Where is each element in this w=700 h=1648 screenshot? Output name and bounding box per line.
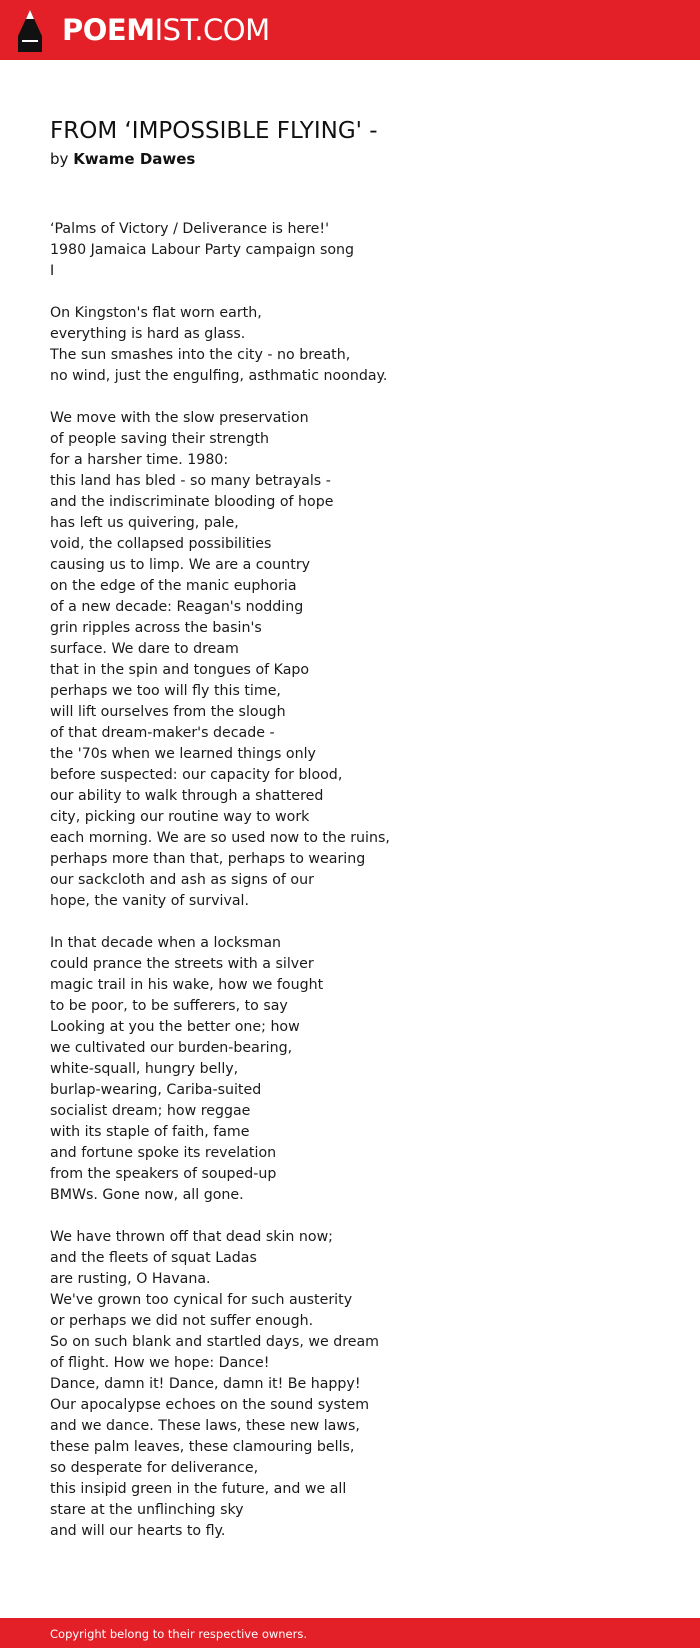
- poem-line: and fortune spoke its revelation: [50, 1145, 277, 1161]
- poem-line: So on such blank and startled days, we dream: [50, 1334, 379, 1350]
- site-logo-link[interactable]: [62, 12, 270, 48]
- poem-line: I: [50, 263, 55, 279]
- poem-line: this insipid green in the future, and we all: [50, 1481, 347, 1497]
- poem-line: ‘Palms of Victory / Deliverance is here!': [50, 221, 329, 237]
- poem-line: of that dream-maker's decade -: [50, 725, 275, 741]
- poem-line: void, the collapsed possibilities: [50, 536, 272, 552]
- copyright-text: Copyright belong to their respective owners.: [50, 1627, 308, 1641]
- author-link[interactable]: Kwame Dawes: [73, 150, 196, 168]
- poem-line: from the speakers of souped-up: [50, 1166, 277, 1182]
- poem-line: are rusting, O Havana.: [50, 1271, 211, 1287]
- poem-line: each morning. We are so used now to the ruins,: [50, 830, 390, 846]
- poem-line: for a harsher time. 1980:: [50, 452, 229, 468]
- poem-line: the '70s when we learned things only: [50, 746, 316, 762]
- poem-line: 1980 Jamaica Labour Party campaign song: [50, 242, 355, 258]
- poem-byline: [50, 149, 195, 169]
- poem-line: so desperate for deliverance,: [50, 1460, 259, 1476]
- poem-line: Dance, damn it! Dance, damn it! Be happy!: [50, 1376, 361, 1392]
- poem-title: FROM ‘IMPOSSIBLE FLYING' -: [50, 118, 378, 144]
- logo-text-light: IST.COM: [154, 13, 270, 47]
- poem-line: burlap-wearing, Cariba-suited: [50, 1082, 262, 1098]
- poem-line: socialist dream; how reggae: [50, 1103, 251, 1119]
- poem-line: to be poor, to be sufferers, to say: [50, 998, 288, 1014]
- stanza-break: [50, 912, 670, 933]
- poem-line: We move with the slow preservation: [50, 410, 309, 426]
- poem-line: we cultivated our burden-bearing,: [50, 1040, 293, 1056]
- poem-line: BMWs. Gone now, all gone.: [50, 1187, 244, 1203]
- poem-line: and the fleets of squat Ladas: [50, 1250, 257, 1266]
- poem-line: this land has bled - so many betrayals -: [50, 473, 331, 489]
- poem-line: that in the spin and tongues of Kapo: [50, 662, 310, 678]
- pencil-tip-icon[interactable]: [17, 10, 43, 52]
- poem-line: stare at the unflinching sky: [50, 1502, 244, 1518]
- site-header: [0, 0, 700, 60]
- poem-line: Looking at you the better one; how: [50, 1019, 300, 1035]
- poem-line: On Kingston's flat worn earth,: [50, 305, 262, 321]
- poem-line: surface. We dare to dream: [50, 641, 239, 657]
- poem-line: perhaps we too will fly this time,: [50, 683, 281, 699]
- poem-line: In that decade when a locksman: [50, 935, 282, 951]
- poem-line: could prance the streets with a silver: [50, 956, 314, 972]
- poem-line: city, picking our routine way to work: [50, 809, 310, 825]
- stanza-break: [50, 282, 670, 303]
- poem-line: these palm leaves, these clamouring bells,: [50, 1439, 355, 1455]
- poem-line: will lift ourselves from the slough: [50, 704, 286, 720]
- poem-line: on the edge of the manic euphoria: [50, 578, 297, 594]
- poem-line: We've grown too cynical for such austerity: [50, 1292, 353, 1308]
- poem-line: and we dance. These laws, these new laws,: [50, 1418, 360, 1434]
- stanza-break: [50, 1206, 670, 1227]
- poem-line: and the indiscriminate blooding of hope: [50, 494, 334, 510]
- poem-line: perhaps more than that, perhaps to wearing: [50, 851, 366, 867]
- poem-line: has left us quivering, pale,: [50, 515, 239, 531]
- poem-line: with its staple of faith, fame: [50, 1124, 250, 1140]
- poem-body: [50, 219, 670, 1542]
- by-label: by: [50, 150, 69, 168]
- poem-line: of flight. How we hope: Dance!: [50, 1355, 270, 1371]
- poem-line: The sun smashes into the city - no breath,: [50, 347, 351, 363]
- poem-line: or perhaps we did not suffer enough.: [50, 1313, 314, 1329]
- poem-line: and will our hearts to fly.: [50, 1523, 226, 1539]
- poem-line: of people saving their strength: [50, 431, 270, 447]
- poem-line: of a new decade: Reagan's nodding: [50, 599, 304, 615]
- poem-line: everything is hard as glass.: [50, 326, 246, 342]
- logo-text-bold: POEM: [62, 13, 155, 47]
- poem-line: before suspected: our capacity for blood,: [50, 767, 343, 783]
- poem-line: hope, the vanity of survival.: [50, 893, 249, 909]
- poem-line: grin ripples across the basin's: [50, 620, 262, 636]
- poem-line: our sackcloth and ash as signs of our: [50, 872, 314, 888]
- poem-line: our ability to walk through a shattered: [50, 788, 324, 804]
- stanza-break: [50, 387, 670, 408]
- poem-line: white-squall, hungry belly,: [50, 1061, 239, 1077]
- poem-line: magic trail in his wake, how we fought: [50, 977, 324, 993]
- poem-line: no wind, just the engulfing, asthmatic noonday.: [50, 368, 388, 384]
- poem-line: Our apocalypse echoes on the sound system: [50, 1397, 370, 1413]
- site-footer: [0, 1618, 700, 1648]
- poem-line: causing us to limp. We are a country: [50, 557, 311, 573]
- poem-line: We have thrown off that dead skin now;: [50, 1229, 333, 1245]
